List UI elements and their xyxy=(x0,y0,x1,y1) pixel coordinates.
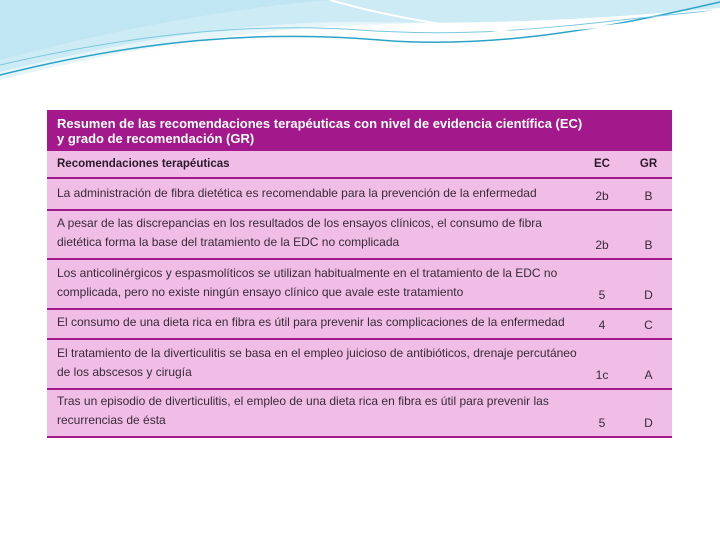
table-title xyxy=(47,110,672,151)
row-text: El consumo de una dieta rica en fibra es útil para prevenir las complicaciones de la enfermedad xyxy=(57,315,565,329)
table-row xyxy=(47,340,672,390)
table-row xyxy=(47,390,672,438)
row-ec: 2b xyxy=(595,189,609,203)
table-row xyxy=(47,310,672,340)
row-gr: B xyxy=(644,189,653,203)
row-ec: 4 xyxy=(598,318,606,332)
row-ec: 5 xyxy=(598,288,606,302)
table-row xyxy=(47,179,672,211)
row-text: Tras un episodio de diverticulitis, el empleo de una dieta rica en fibra es útil para prevenir las recurrencias de ésta xyxy=(57,394,549,427)
header-ec: EC xyxy=(594,158,610,170)
table-title-line2: y grado de recomendación (GR) xyxy=(57,131,255,146)
row-gr: D xyxy=(644,416,653,430)
row-gr: C xyxy=(644,318,653,332)
recommendations-table xyxy=(47,110,672,438)
row-gr: B xyxy=(644,238,653,252)
table-row xyxy=(47,260,672,310)
table-title-line1: Resumen de las recomendaciones terapéuticas con nivel de evidencia científica (EC) xyxy=(57,116,583,131)
row-text: Los anticolinérgicos y espasmolíticos se utilizan habitualmente en el tratamiento de la EDC no complicada, pero no existe ningún ensayo clínico que avale este tratamiento xyxy=(57,266,558,299)
row-text: La administración de fibra dietética es recomendable para la prevención de la enfermedad xyxy=(57,186,537,200)
table-header-row xyxy=(47,151,672,179)
row-gr: D xyxy=(644,288,653,302)
row-text: A pesar de las discrepancias en los resultados de los ensayos clínicos, el consumo de fibra dietética forma la base del tratamiento de la EDC no complicada xyxy=(57,216,542,249)
row-ec: 1c xyxy=(595,368,609,382)
decorative-wave-header xyxy=(0,0,720,90)
row-gr: A xyxy=(644,368,653,382)
header-gr: GR xyxy=(639,158,658,170)
table-row xyxy=(47,211,672,260)
header-recommendation: Recomendaciones terapéuticas xyxy=(57,157,230,170)
row-ec: 5 xyxy=(598,416,606,430)
row-text: El tratamiento de la diverticulitis se basa en el empleo juicioso de antibióticos, drenaje percutáneo de los abscesos y cirugía xyxy=(57,346,577,379)
row-ec: 2b xyxy=(595,238,609,252)
